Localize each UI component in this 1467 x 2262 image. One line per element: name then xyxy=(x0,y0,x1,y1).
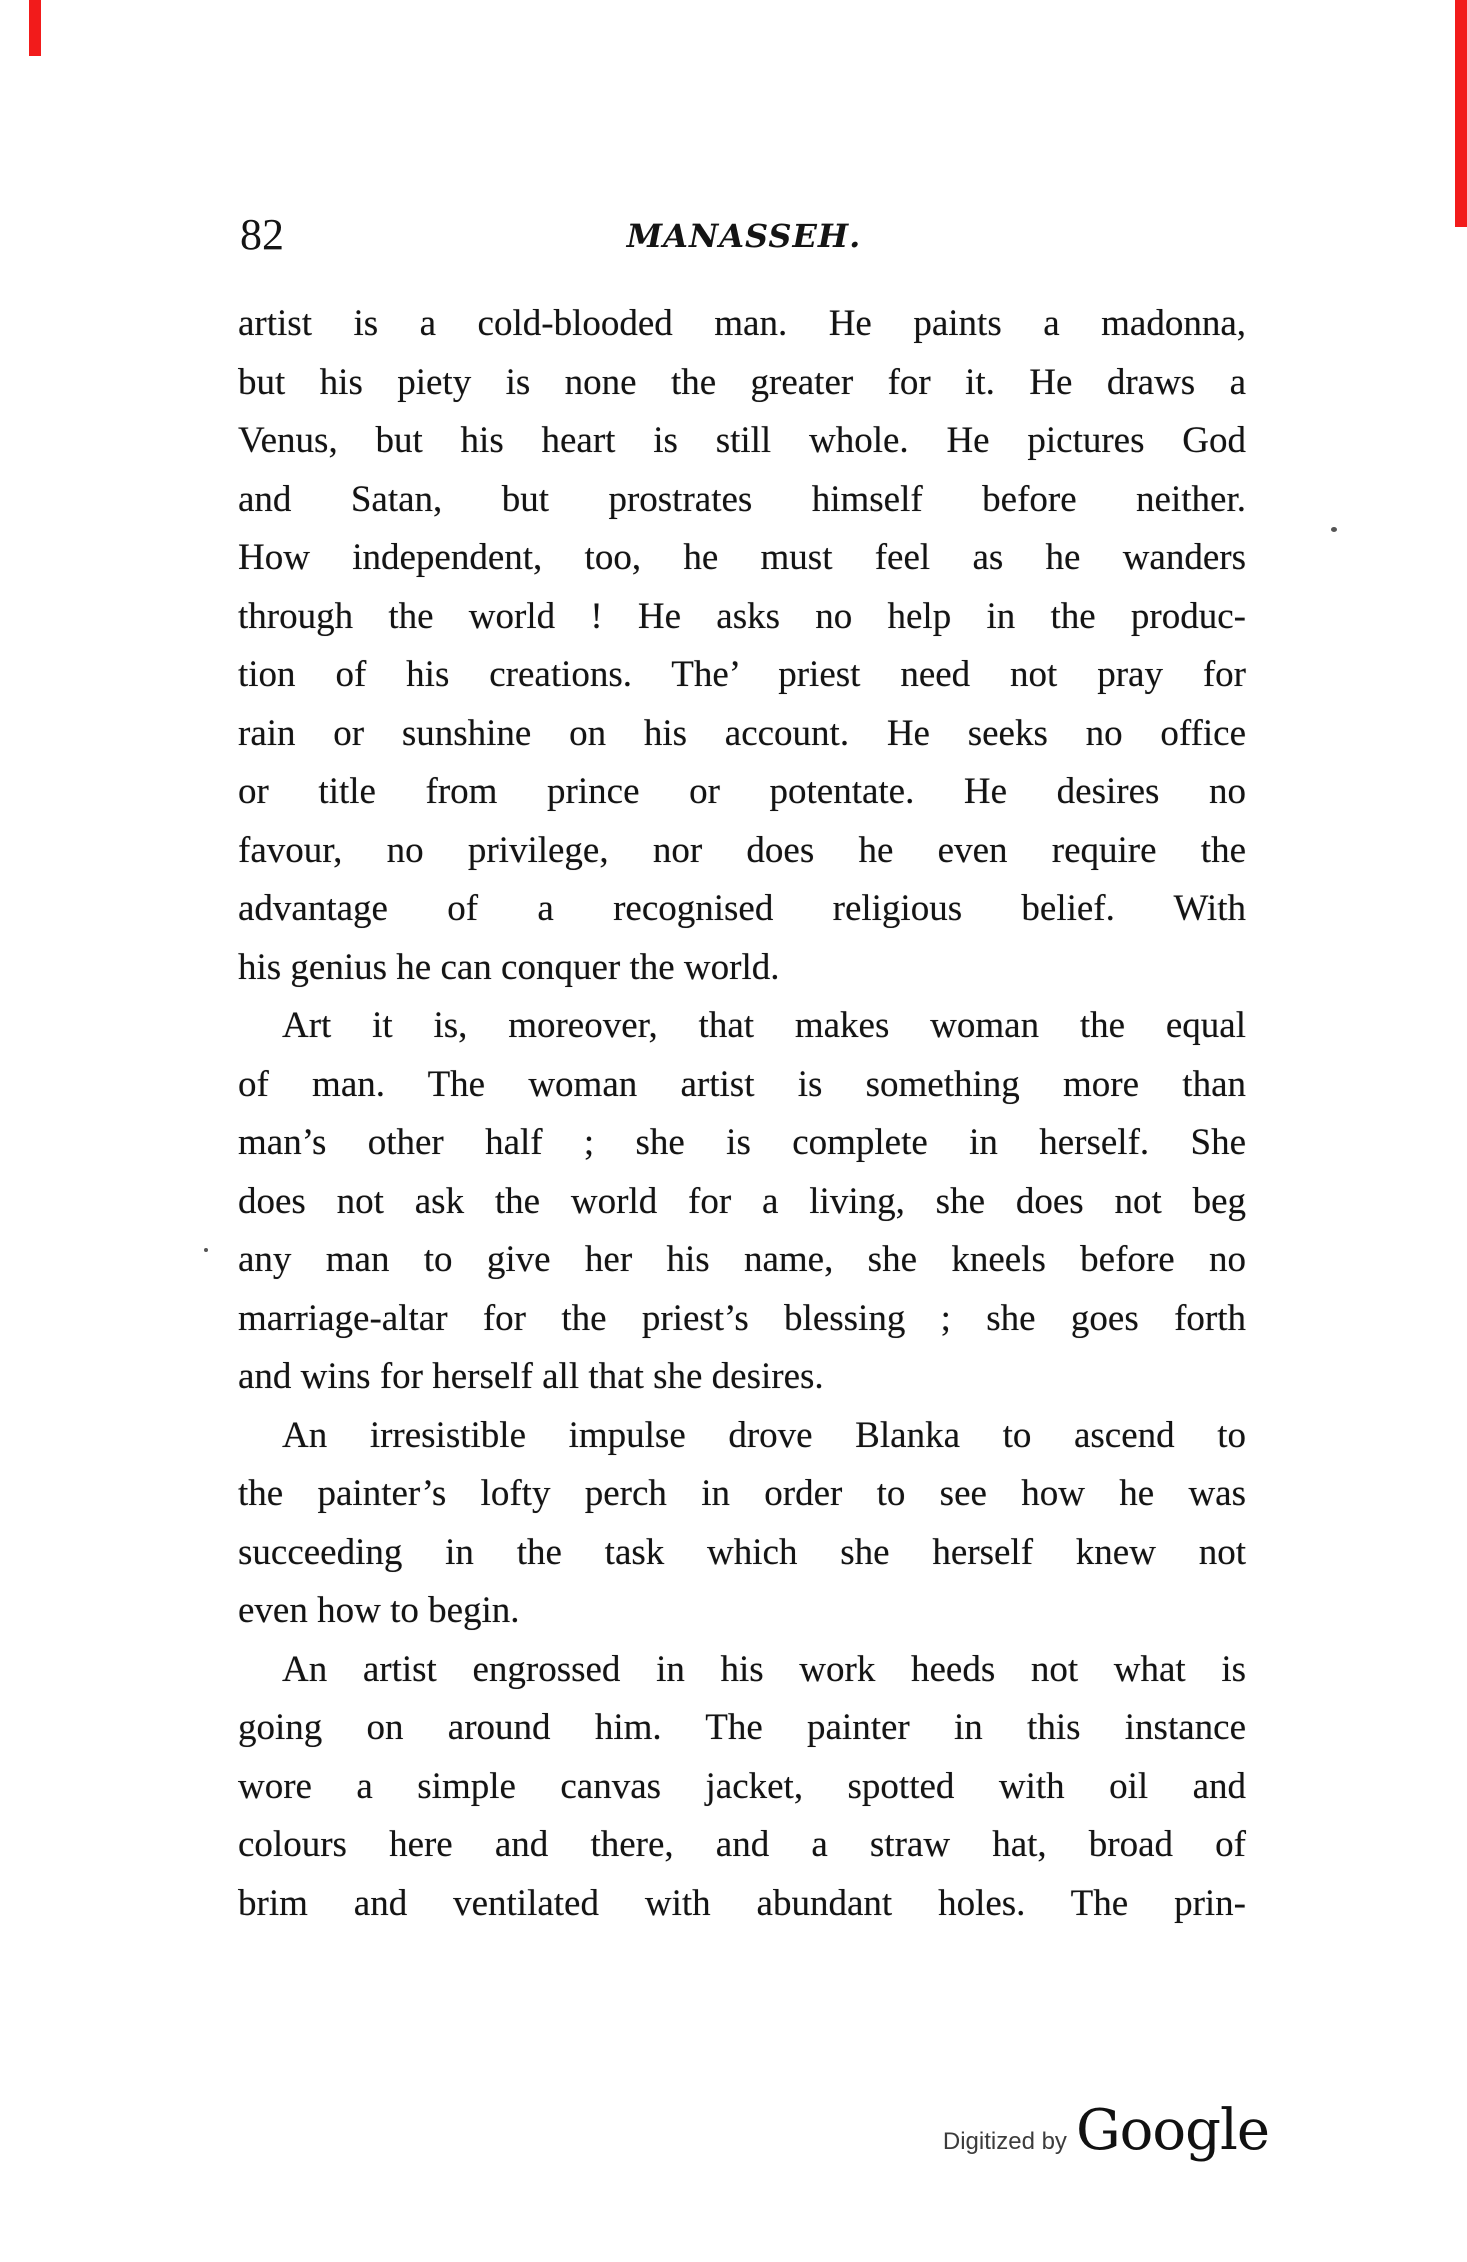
running-title: MANASSEH. xyxy=(626,217,862,255)
text-line: of man. The woman artist is something more than xyxy=(238,1063,1246,1105)
text-line: Venus, but his heart is still whole. He pictures God xyxy=(238,420,1246,461)
text-line: man’s other half ; she is complete in herself. She xyxy=(238,1122,1246,1163)
text-line: any man to give her his name, she kneels before no xyxy=(238,1239,1246,1280)
text-line: artist is a cold-blooded man. He paints a madonna, xyxy=(238,303,1246,344)
text-line: An artist engrossed in his work heeds not what is xyxy=(282,1648,1246,1690)
text-line: through the world ! He asks no help in the produc- xyxy=(238,595,1246,637)
text-line: marriage-altar for the priest’s blessing ; she goes forth xyxy=(238,1297,1246,1339)
text-line: and wins for herself all that she desires. xyxy=(238,1356,824,1397)
scan-artifact-right xyxy=(1455,0,1467,227)
text-line: wore a simple canvas jacket, spotted with oil and xyxy=(238,1765,1246,1807)
text-line: An irresistible impulse drove Blanka to ascend to xyxy=(282,1414,1246,1456)
ink-speck xyxy=(204,1248,208,1252)
text-line: or title from prince or potentate. He desires no xyxy=(238,771,1246,812)
text-line: Art it is, moreover, that makes woman the equal xyxy=(282,1005,1246,1046)
page-number: 82 xyxy=(240,210,284,259)
scan-artifact-left xyxy=(29,0,41,56)
text-line: even how to begin. xyxy=(238,1590,520,1631)
text-line: his genius he can conquer the world. xyxy=(238,946,780,988)
body-text xyxy=(238,295,1246,1933)
text-line: and Satan, but prostrates himself before neither. xyxy=(238,478,1246,520)
text-line: does not ask the world for a living, she does not beg xyxy=(238,1180,1246,1222)
text-line: the painter’s lofty perch in order to see how he was xyxy=(238,1473,1246,1514)
text-line: favour, no privilege, nor does he even require the xyxy=(238,829,1246,871)
text-line: colours here and there, and a straw hat, broad of xyxy=(238,1824,1246,1865)
text-line: How independent, too, he must feel as he wanders xyxy=(238,537,1246,578)
google-logo: Google xyxy=(1075,2098,1269,2163)
text-line: but his piety is none the greater for it. He draws a xyxy=(238,361,1246,403)
text-line: advantage of a recognised religious belief. With xyxy=(238,888,1246,929)
text-line: rain or sunshine on his account. He seeks no office xyxy=(238,712,1246,754)
text-line: going on around him. The painter in this instance xyxy=(238,1707,1246,1748)
footer xyxy=(238,2098,1269,2163)
text-line: brim and ventilated with abundant holes. The prin- xyxy=(238,1882,1246,1924)
digitized-by-label: Digitized by xyxy=(942,2128,1067,2155)
text-line: tion of his creations. The’ priest need not pray for xyxy=(238,654,1246,695)
text-line: succeeding in the task which she herself knew not xyxy=(238,1531,1246,1573)
ink-speck xyxy=(1331,527,1337,532)
